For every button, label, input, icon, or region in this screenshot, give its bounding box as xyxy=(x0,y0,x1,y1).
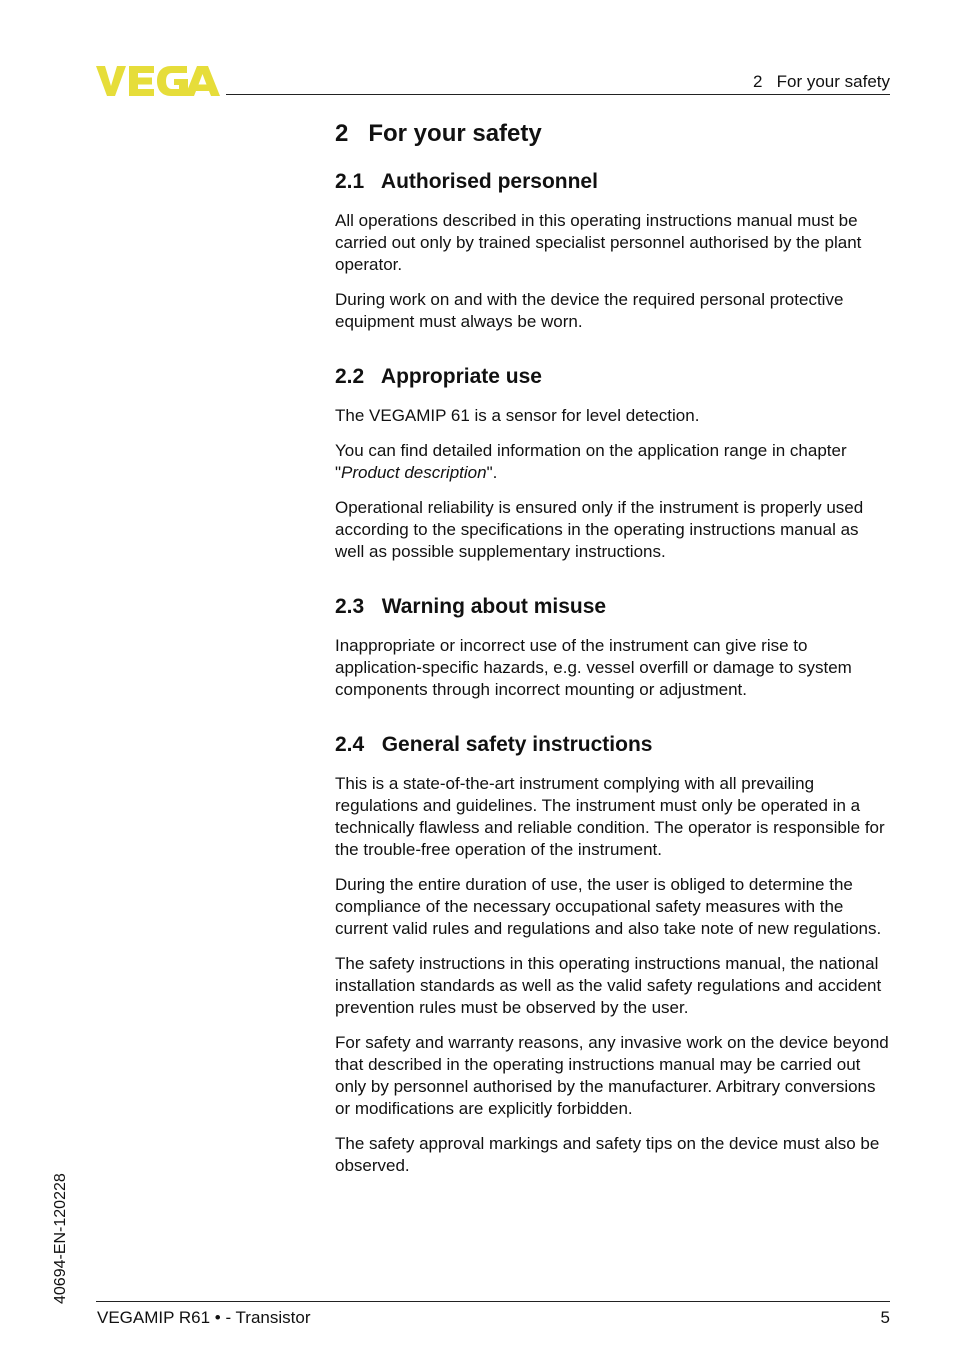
footer-rule xyxy=(96,1301,890,1302)
paragraph: During the entire duration of use, the user is obliged to determine the compliance of the necessary occupational safety measures with the current valid rules and regulations and also take note of new regulations. xyxy=(335,875,882,938)
paragraph: The safety instructions in this operating instructions manual, the national installation standards as well as the valid safety regulations and accident prevention rules must be observed by the user. xyxy=(335,954,882,1017)
section-heading: 2.2 Appropriate use xyxy=(335,365,542,388)
section-heading: 2.4 General safety instructions xyxy=(335,733,653,756)
chapter-title: 2 For your safety xyxy=(335,120,542,147)
chapter-reference: Product description xyxy=(341,463,487,482)
section-general-safety xyxy=(335,733,891,1177)
text-run: You can find detailed information on the application range in chapter " xyxy=(335,441,847,482)
section-appropriate-use xyxy=(335,365,891,563)
section-authorised-personnel xyxy=(335,170,891,333)
paragraph: During work on and with the device the required personal protective equipment must always be worn. xyxy=(335,290,844,331)
paragraph: This is a state-of-the-art instrument complying with all prevailing regulations and guidelines. The instrument must only be operated in a technically flawless and reliable condition. The operator is responsible for the trouble-free operation of the instrument. xyxy=(335,774,885,859)
vega-logo xyxy=(96,66,220,96)
paragraph: The safety approval markings and safety tips on the device must also be observed. xyxy=(335,1134,880,1175)
section-heading: 2.1 Authorised personnel xyxy=(335,170,598,193)
running-head: 2 For your safety xyxy=(753,72,890,91)
paragraph: For safety and warranty reasons, any invasive work on the device beyond that described in the operating instructions manual may be carried out only by personnel authorised by the manufacturer. Arbitrary conversions or modifications are explicitly forbidden. xyxy=(335,1033,889,1118)
section-heading: 2.3 Warning about misuse xyxy=(335,595,607,618)
paragraph: Operational reliability is ensured only if the instrument is properly used according to the specifications in the operating instructions manual as well as possible supplementary instructions. xyxy=(335,498,864,561)
paragraph xyxy=(335,440,891,484)
document-id: 40694-EN-120228 xyxy=(52,1173,69,1304)
section-warning-misuse xyxy=(335,595,891,701)
text-run: ". xyxy=(486,463,498,482)
main-content xyxy=(335,120,891,1209)
footer-product: VEGAMIP R61 • - Transistor xyxy=(97,1308,311,1327)
page-number: 5 xyxy=(880,1308,890,1327)
paragraph: Inappropriate or incorrect use of the instrument can give rise to application-specific hazards, e.g. vessel overfill or damage to system components through incorrect mounting or adjustment. xyxy=(335,636,852,699)
paragraph: The VEGAMIP 61 is a sensor for level detection. xyxy=(335,406,700,425)
paragraph: All operations described in this operating instructions manual must be carried out only by trained specialist personnel authorised by the plant operator. xyxy=(335,211,862,274)
header-rule xyxy=(226,94,890,95)
